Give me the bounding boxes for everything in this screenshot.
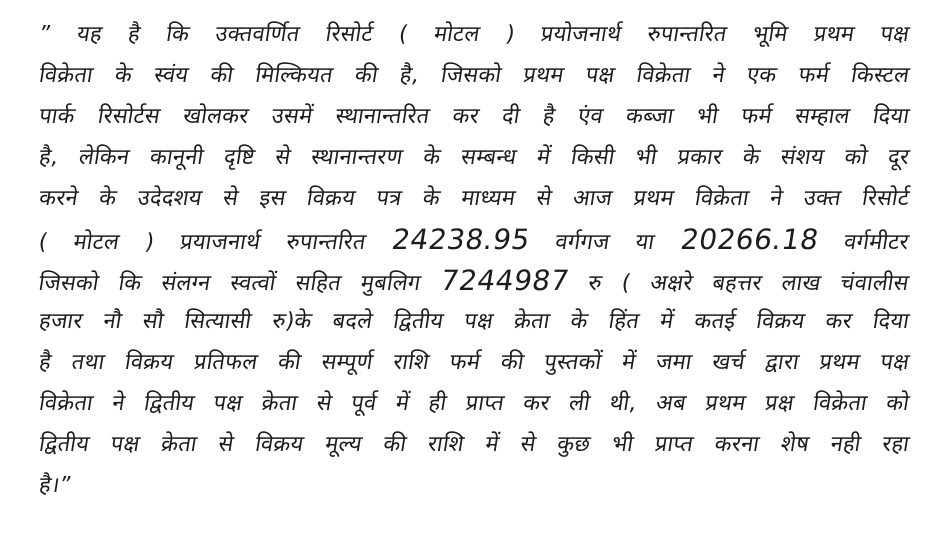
text-line-5: करने के उदेदशय से इस विक्रय पत्र के माध्यम से आज प्रथम विक्रेता ने उक्त रिसोर्ट (37, 186, 912, 211)
text-line-3: पार्क रिसोर्टस खोलकर उसमें स्थानान्तरित कर दी है एंव कब्जा भी फर्म सम्हाल दिया (37, 104, 912, 129)
text-line-1: ” यह है कि उक्तवर्णित रिसोर्ट ( मोटल ) प्रयोजनार्थ रुपान्तरित भूमि प्रथम पक्ष (37, 22, 912, 47)
text-line-10: विक्रेता ने द्वितीय पक्ष क्रेता से पूर्व में ही प्राप्त कर ली थी, अब प्रथम प्रक्ष विक्रेता को (37, 391, 912, 416)
area-square-yards-value: 24238.95 (389, 223, 533, 256)
sale-amount-value: 7244987 (438, 264, 572, 297)
text-line-12: है।” (37, 473, 74, 498)
area-square-meters-value: 20266.18 (678, 223, 822, 256)
text-segment: रु ( अक्षरे बहत्तर लाख चंवालीस (566, 271, 911, 296)
text-line-6 (36, 219, 912, 260)
text-segment: वर्गमीटर (816, 230, 911, 255)
text-segment: वर्गगज या (527, 230, 683, 255)
text-line-2: विक्रेता के स्वंय की मिल्कियत की है, जिसको प्रथम पक्ष विक्रेता ने एक फर्म किस्टल (37, 63, 912, 88)
text-segment: जिसको कि संलग्न स्वत्वों सहित मुबलिग (36, 271, 443, 296)
text-segment: ( मोटल ) प्रयाजनार्थ रुपान्तरित (36, 230, 394, 255)
text-line-7 (36, 260, 912, 301)
text-line-4: है, लेकिन कानूनी दृष्टि से स्थानान्तरण के सम्बन्ध में किसी भी प्रकार के संशय को दूर (37, 145, 912, 170)
text-line-11: द्वितीय पक्ष क्रेता से विक्रय मूल्य की राशि में से कुछ भी प्राप्त करना शेष नही रहा (37, 432, 912, 457)
text-line-8: हजार नौ सौ सित्यासी रु)के बदले द्वितीय पक्ष क्रेता के हिंत में कतई विक्रय कर दिया (37, 309, 912, 334)
text-line-9: है तथा विक्रय प्रतिफल की सम्पूर्ण राशि फर्म की पुस्तकों में जमा खर्च द्वारा प्रथम पक्ष (37, 350, 912, 375)
